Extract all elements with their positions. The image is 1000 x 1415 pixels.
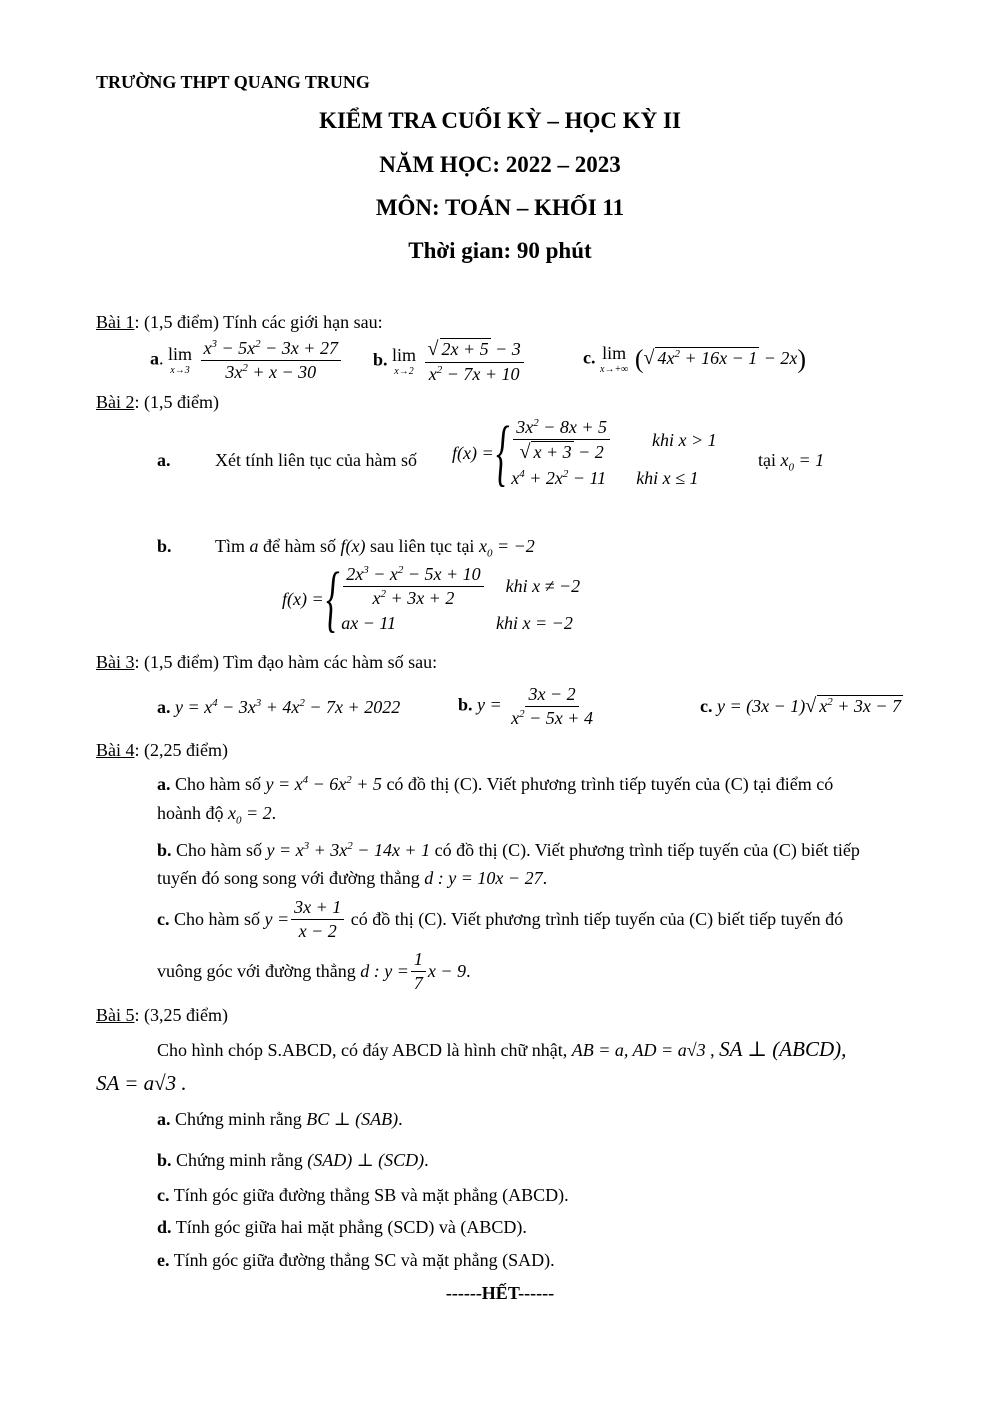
bai1-b: b. lim x→2 $\frac{√ 2x + 5 - 3}{x^2 - 7x + 10}$ (373, 338, 526, 385)
bai2-a-at: tại $x_0 = 1$ (758, 450, 825, 474)
bai2-heading (96, 392, 219, 413)
bai3-desc: : (1,5 điểm) Tìm đạo hàm các hàm số sau: (134, 652, 438, 672)
bai2-desc: : (1,5 điểm) (134, 392, 219, 412)
bai1-desc: : (1,5 điểm) Tính các giới hạn sau: (134, 312, 383, 332)
bai1-c: c. lim x→+∞ (√ $4x^2 + 16x - 1 - 2x$) (583, 343, 807, 375)
bai5-e: e. Tính góc giữa đường thẳng SC và mặt phẳng (SAD). (157, 1250, 555, 1270)
bai2-b-text: Tìm a để hàm số f(x) sau liên tục tại $x_0 = -2$ (215, 536, 535, 560)
bai2-a-function: f (x) = { $\frac{3x^2 - 8x + 5}{√ x + 3 - 2}$ khi x > 1 $x^4 + 2x^2 - 11$ khi x ≤ 1 (452, 412, 717, 494)
bai1-heading (96, 312, 383, 333)
bai4-b-line1: b. Cho hàm số $y = x^3 + 3x^2 - 14x + 1$ có đồ thị (C). Viết phương trình tiếp tuyến của (C) biết tiếp (157, 840, 860, 860)
bai3-b: b. y = $\frac{3x - 2}{x^2 - 5x + 4}$ (458, 684, 593, 728)
bai4-heading (96, 740, 228, 761)
duration: Thời gian: 90 phút (408, 238, 592, 263)
bai5-label: Bài 5 (96, 1005, 135, 1025)
bai5-c: c. Tính góc giữa đường thẳng SB và mặt phẳng (ABCD). (157, 1185, 569, 1205)
bai5-b: b. Chứng minh rằng (SAD) ⊥ (SCD). (157, 1150, 429, 1170)
bai5-a: a. Chứng minh rằng BC ⊥ (SAB). (157, 1109, 403, 1129)
bai4-desc: : (2,25 điểm) (134, 740, 228, 760)
bai4-label: Bài 4 (96, 740, 135, 760)
bai2-a-text: Xét tính liên tục của hàm số (215, 450, 417, 470)
subject-line: MÔN: TOÁN – KHỐI 11 (375, 195, 625, 220)
school-year: NĂM HỌC: 2022 – 2023 (379, 152, 621, 177)
bai4-b-line2: tuyến đó song song với đường thẳng d : y = 10x − 27. (157, 868, 548, 888)
bai2-b-label: b. (157, 536, 172, 556)
bai4-a-line1: a. Cho hàm số $y = x^4 - 6x^2 + 5$ có đồ thị (C). Viết phương trình tiếp tuyến của (C) tại điểm có (157, 774, 834, 794)
bai3-c: c. y = (3x − 1)√ $x^2 + 3x - 7$ (700, 695, 902, 717)
bai5-intro: Cho hình chóp S.ABCD, có đáy ABCD là hình chữ nhật, AB = a, AD = a√3 , SA ⊥ (ABCD), (157, 1037, 847, 1061)
bai4-c-line2: vuông góc với đường thẳng d : y = $\frac{1}{7}$ x − 9 . (157, 949, 471, 993)
bai3-heading (96, 652, 437, 673)
bai5-heading (96, 1005, 228, 1026)
bai4-c-line1: c. Cho hàm số y = $\frac{3x + 1}{x - 2}$ có đồ thị (C). Viết phương trình tiếp tuyến của (C) biết tiếp tuyến đó (157, 897, 844, 941)
bai5-d: d. Tính góc giữa hai mặt phẳng (SCD) và (ABCD). (157, 1217, 527, 1237)
bai1-a: a. lim x→3 $\frac{x^3 - 5x^2 - 3x + 27}{3x^2 + x - 30}$ (150, 338, 343, 382)
bai2-b-function: f (x) = { $\frac{2x^3 - x^2 - 5x + 10}{x^2 + 3x + 2}$ khi x ≠ −2 ax − 11 khi x = −2 (282, 558, 581, 640)
bai4-a-line2: hoành độ $x_0 = 2$. (157, 803, 277, 827)
bai5-desc: : (3,25 điểm) (134, 1005, 228, 1025)
bai2-a-label: a. (157, 450, 171, 470)
exam-title: KIỂM TRA CUỐI KỲ – HỌC KỲ II (319, 108, 681, 133)
end-marker: ------HẾT------ (445, 1283, 555, 1303)
bai3-a: a. $y = x^4 - 3x^3 + 4x^2 - 7x + 2022$ (157, 697, 401, 717)
bai3-label: Bài 3 (96, 652, 135, 672)
school-name: TRƯỜNG THPT QUANG TRUNG (96, 72, 370, 92)
bai5-sa: SA = a√3 . (96, 1071, 187, 1095)
bai1-label: Bài 1 (96, 312, 135, 332)
bai2-label: Bài 2 (96, 392, 135, 412)
